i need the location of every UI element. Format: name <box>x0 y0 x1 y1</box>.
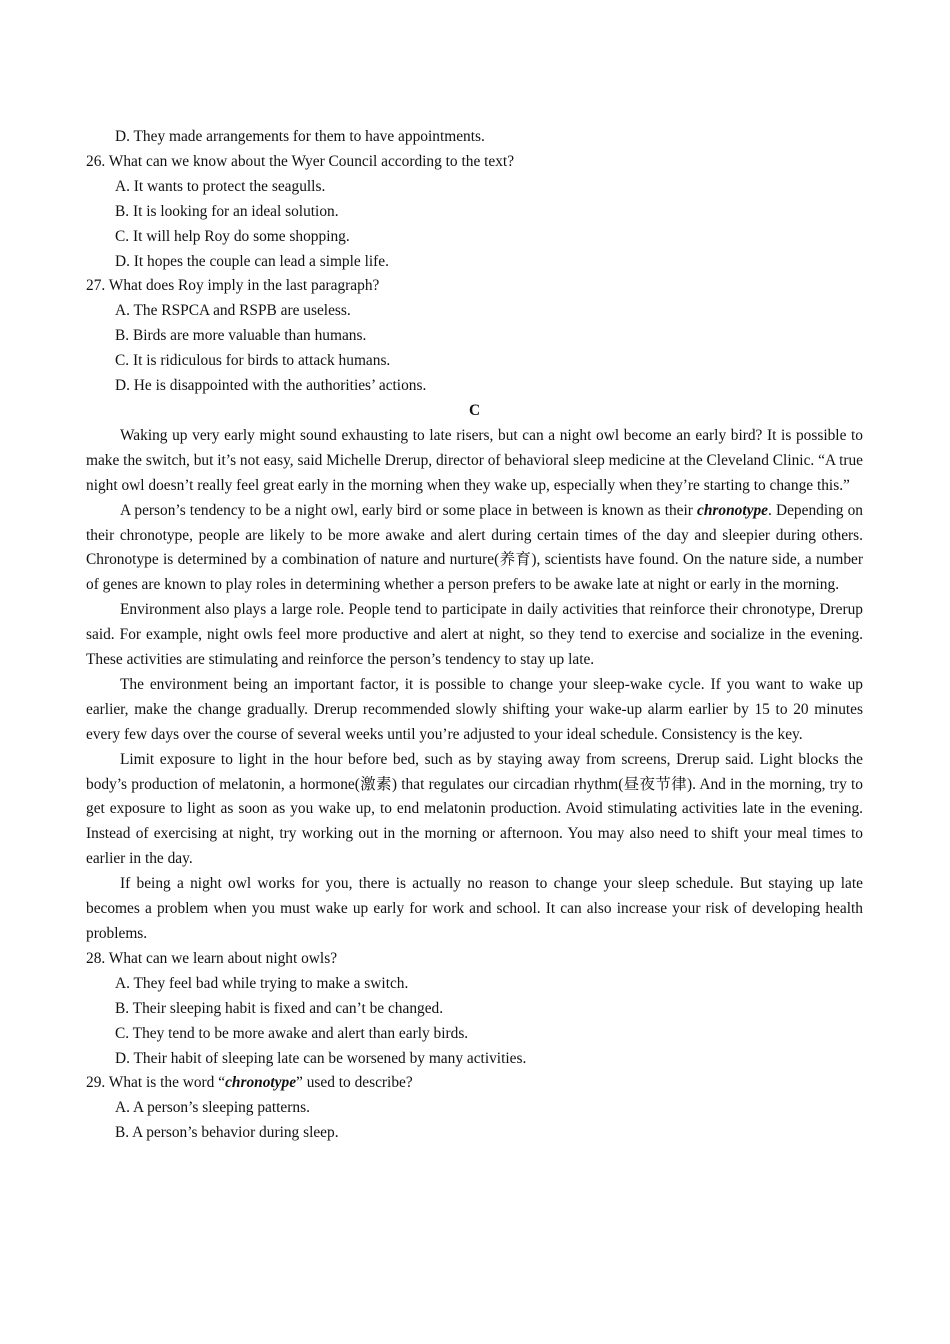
q28-option-b: B. Their sleeping habit is fixed and can’t be changed. <box>115 999 444 1017</box>
passage-paragraph-2 <box>86 499 863 599</box>
section-c-heading: C <box>468 401 481 419</box>
q27-option-a: A. The RSPCA and RSPB are useless. <box>115 302 351 320</box>
q25-option-d: D. They made arrangements for them to have appointments. <box>115 128 485 145</box>
q26-option-a: A. It wants to protect the seagulls. <box>115 177 326 195</box>
q28-option-a: A. They feel bad while trying to make a switch. <box>115 974 409 992</box>
passage-paragraph-5: Limit exposure to light in the hour before bed, such as by staying away from screens, Drerup said. Light blocks the body’s production of melatonin, a hormone(激素) that regulates our circadian rhythm(昼夜节律). And in the morning, try to get exposure to light as soon as you wake up, to end melatonin production. Avoid stimulating activities late in the evening. Instead of exercising at night, try working out in the morning or afternoon. You may also need to shift your meal times to earlier in the day. <box>86 750 863 868</box>
q26-option-d: D. It hopes the couple can lead a simple life. <box>115 252 389 270</box>
paragraph-2-rest: . Depending on their chronotype, people are likely to be more awake and alert during certain times of the day and sleepier during others. Chronotype is determined by a combination of nature and nurture(养育), scientists have found. On the nature side, a number of genes are known to play roles in determining whether a person prefers to be awake late at night or early in the morning. <box>86 501 864 594</box>
q27-option-d: D. He is disappointed with the authorities’ actions. <box>115 377 427 395</box>
passage-paragraph-4: The environment being an important factor, it is possible to change your sleep-wake cycle. If you want to wake up earlier, make the change gradually. Drerup recommended slowly shifting your wake-up alarm earlier by 15 to 20 minutes every few days over the course of several weeks until you’re adjusted to your ideal schedule. Consistency is the key. <box>86 675 863 743</box>
q28-option-c: C. They tend to be more awake and alert than early birds. <box>115 1024 469 1042</box>
passage-paragraph-1: Waking up very early might sound exhausting to late risers, but can a night owl become an early bird? It is possible to make the switch, but it’s not easy, said Michelle Drerup, director of behavioral sleep medicine at the Cleveland Clinic. “A true night owl doesn’t really feel great early in the morning when they wake up, especially when they’re starting to change this.” <box>86 426 863 494</box>
q28-option-d: D. Their habit of sleeping late can be worsened by many activities. <box>115 1049 527 1067</box>
q26-option-c: C. It will help Roy do some shopping. <box>115 227 350 245</box>
q26-option-b: B. It is looking for an ideal solution. <box>115 202 339 220</box>
exam-page <box>86 125 863 1146</box>
passage-paragraph-3: Environment also plays a large role. People tend to participate in daily activities that reinforce their chronotype, Drerup said. For example, night owls feel more productive and alert at night, so they tend to exercise and socialize in the evening. These activities are stimulating and reinforce the person’s tendency to stay up late. <box>86 601 863 669</box>
q29-option-a: A. A person’s sleeping patterns. <box>115 1099 310 1117</box>
question-27: 27. What does Roy imply in the last paragraph? <box>86 277 380 295</box>
q27-option-c: C. It is ridiculous for birds to attack humans. <box>115 352 391 370</box>
q29-text-end: ” used to describe? <box>296 1074 413 1092</box>
q29-text-start: 29. What is the word “ <box>86 1074 226 1092</box>
question-28: 28. What can we learn about night owls? <box>86 949 338 967</box>
q29-chronotype-term: chronotype <box>225 1074 297 1092</box>
chronotype-term: chronotype <box>697 501 768 519</box>
question-29 <box>86 1071 863 1096</box>
question-26: 26. What can we know about the Wyer Council according to the text? <box>86 152 515 170</box>
q27-option-b: B. Birds are more valuable than humans. <box>115 327 367 345</box>
q29-option-b: B. A person’s behavior during sleep. <box>115 1124 339 1142</box>
paragraph-2-start: A person’s tendency to be a night owl, early bird or some place in between is known as their <box>120 501 698 519</box>
passage-paragraph-6: If being a night owl works for you, there is actually no reason to change your sleep schedule. But staying up late becomes a problem when you must wake up early for work and school. It can also increase your risk of developing health problems. <box>86 875 863 942</box>
